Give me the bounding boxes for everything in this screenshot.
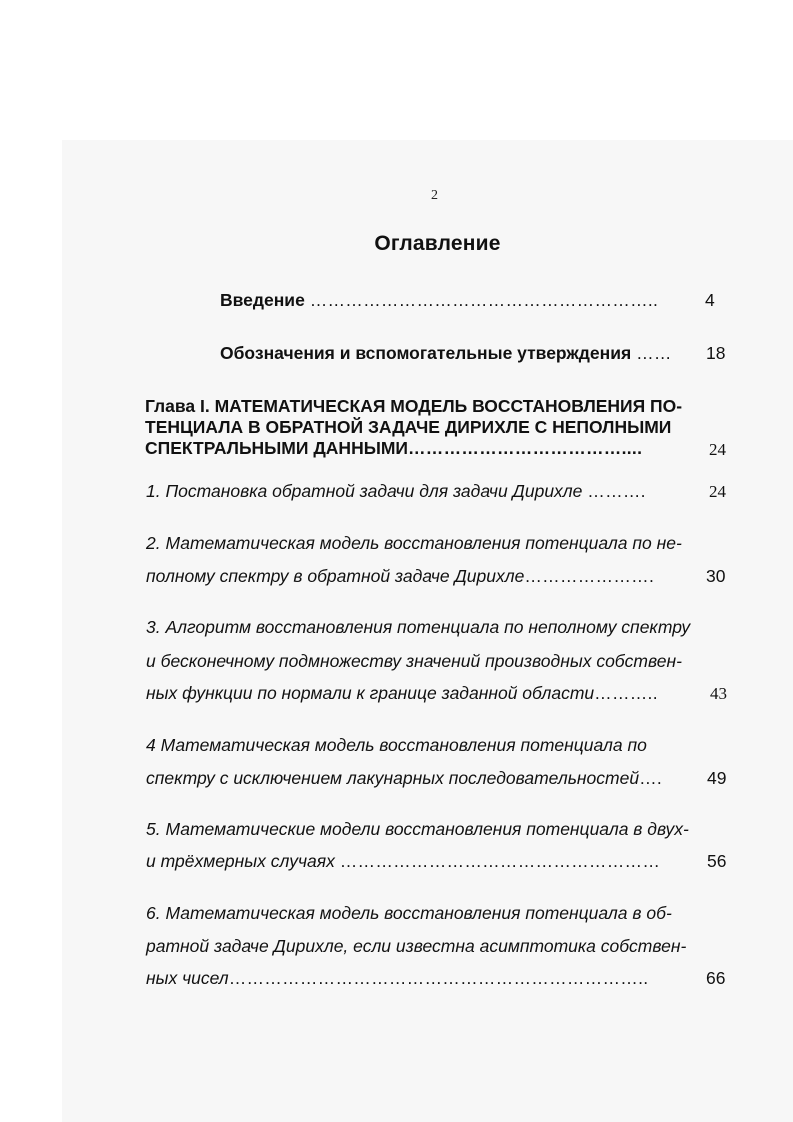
toc-entry-s6-last — [146, 968, 648, 989]
page-title: Оглавление — [374, 232, 501, 255]
s3-line1: 3. Алгоритм восстановления потенциала по неполному спектру — [146, 617, 691, 637]
toc-entry-s2-last — [146, 566, 654, 587]
page-number: 2 — [431, 188, 438, 203]
chapter1-line2: ТЕНЦИАЛА В ОБРАТНОЙ ЗАДАЧЕ ДИРИХЛЕ С НЕПОЛНЫМИ — [145, 417, 672, 437]
s4-dots: …. — [639, 768, 663, 788]
chapter1-line3 — [145, 438, 642, 459]
toc-notations-dots: …… — [636, 343, 672, 363]
toc-intro-page: 4 — [705, 290, 715, 310]
s6-page: 66 — [706, 968, 726, 988]
s2-dots: …………………. — [524, 566, 655, 586]
s1-label: 1. Постановка обратной задачи для задачи Дирихле — [146, 481, 583, 501]
toc-entry-s1 — [146, 481, 646, 502]
s1-dots: ………. — [587, 481, 646, 501]
toc-entry-s5-last — [146, 851, 660, 872]
s5-dots: ……………………………………………… — [339, 851, 661, 871]
s6-dots: …………………………………………………………….. — [228, 968, 649, 988]
s4-line2: спектру с исключением лакунарных последовательностей — [146, 768, 640, 788]
s5-page: 56 — [707, 851, 727, 871]
toc-intro-dots: ………………………………………………….. — [309, 290, 659, 310]
s3-dots: ……….. — [594, 683, 658, 703]
s2-line2: полному спектру в обратной задаче Дирихле — [146, 566, 525, 586]
s3-page: 43 — [710, 684, 727, 703]
s3-line2: и бесконечному подмножеству значений производных собствен- — [146, 651, 682, 671]
s6-line2: ратной задаче Дирихле, если известна асимптотика собствен- — [146, 936, 687, 956]
toc-entry-intro — [220, 290, 658, 311]
toc-notations-page: 18 — [706, 343, 726, 363]
s4-line1: 4 Математическая модель восстановления потенциала по — [146, 735, 647, 755]
s5-line1: 5. Математические модели восстановления потенциала в двух- — [146, 819, 689, 839]
s1-page: 24 — [709, 482, 726, 501]
toc-entry-notations — [220, 343, 672, 364]
toc-intro-label: Введение — [220, 290, 305, 310]
chapter1-dots: ……………………………….... — [408, 438, 643, 458]
toc-notations-label: Обозначения и вспомогательные утверждения — [220, 343, 632, 363]
chapter1-line3-text: СПЕКТРАЛЬНЫМИ ДАННЫМИ — [145, 438, 408, 458]
s6-line1: 6. Математическая модель восстановления потенциала в об- — [146, 903, 672, 923]
s6-line3: ных чисел — [146, 968, 229, 988]
s4-page: 49 — [707, 768, 727, 788]
chapter1-line1: Глава I. МАТЕМАТИЧЕСКАЯ МОДЕЛЬ ВОССТАНОВЛЕНИЯ ПО- — [145, 396, 683, 416]
chapter1-page: 24 — [709, 440, 726, 459]
toc-entry-s3-last — [146, 683, 658, 704]
s3-line3: ных функции по нормали к границе заданной области — [146, 683, 595, 703]
s5-line2: и трёхмерных случаях — [146, 851, 335, 871]
s2-page: 30 — [706, 566, 726, 586]
s2-line1: 2. Математическая модель восстановления потенциала по не- — [146, 533, 682, 553]
toc-entry-s4-last — [146, 768, 662, 789]
